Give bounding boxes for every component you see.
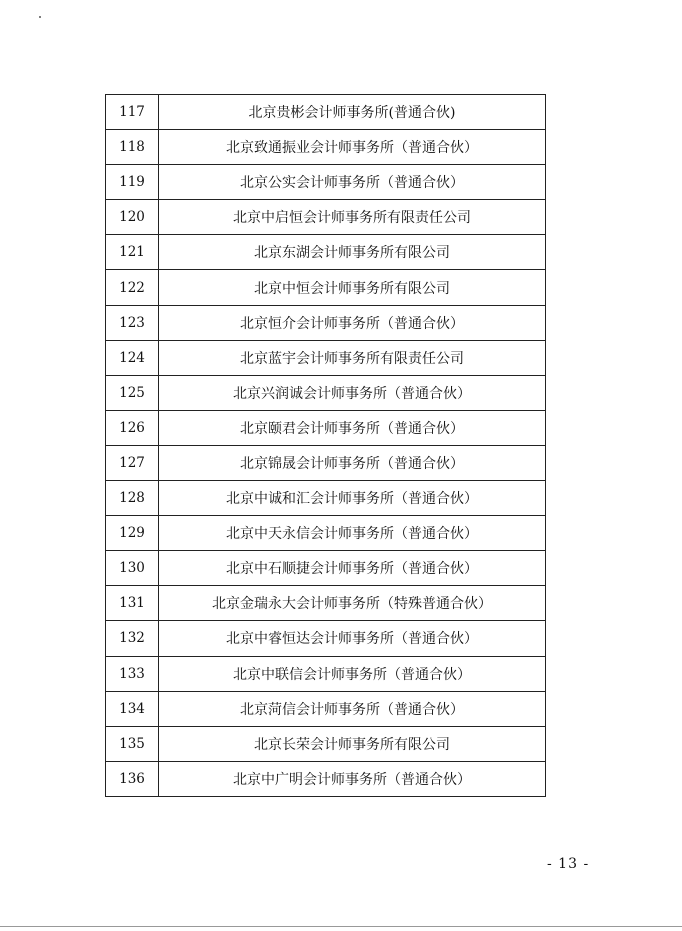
table-row xyxy=(106,270,546,305)
firm-name: 北京中诚和汇会计师事务所（普通合伙） xyxy=(159,481,546,516)
table-row xyxy=(106,621,546,656)
row-number: 130 xyxy=(106,551,159,586)
table-row xyxy=(106,761,546,796)
firm-name: 北京中睿恒达会计师事务所（普通合伙） xyxy=(159,621,546,656)
row-number: 118 xyxy=(106,130,159,165)
row-number: 134 xyxy=(106,691,159,726)
row-number: 135 xyxy=(106,726,159,761)
firm-name: 北京金瑞永大会计师事务所（特殊普通合伙） xyxy=(159,586,546,621)
row-number: 133 xyxy=(106,656,159,691)
firm-name: 北京中广明会计师事务所（普通合伙） xyxy=(159,761,546,796)
firm-name: 北京菏信会计师事务所（普通合伙） xyxy=(159,691,546,726)
row-number: 121 xyxy=(106,235,159,270)
firm-name: 北京中启恒会计师事务所有限责任公司 xyxy=(159,200,546,235)
firm-name: 北京锦晟会计师事务所（普通合伙） xyxy=(159,445,546,480)
table-row xyxy=(106,340,546,375)
firm-name: 北京中恒会计师事务所有限公司 xyxy=(159,270,546,305)
table-row xyxy=(106,516,546,551)
scan-speck xyxy=(39,16,41,18)
row-number: 129 xyxy=(106,516,159,551)
row-number: 132 xyxy=(106,621,159,656)
row-number: 122 xyxy=(106,270,159,305)
firm-name: 北京东湖会计师事务所有限公司 xyxy=(159,235,546,270)
firm-name: 北京颐君会计师事务所（普通合伙） xyxy=(159,410,546,445)
table-row xyxy=(106,726,546,761)
row-number: 124 xyxy=(106,340,159,375)
page-number: - 13 - xyxy=(547,856,590,872)
firm-name: 北京兴润诚会计师事务所（普通合伙） xyxy=(159,375,546,410)
firm-name: 北京贵彬会计师事务所(普通合伙) xyxy=(159,95,546,130)
row-number: 125 xyxy=(106,375,159,410)
table-row xyxy=(106,481,546,516)
firm-name: 北京恒介会计师事务所（普通合伙） xyxy=(159,305,546,340)
page-bottom-edge xyxy=(0,926,682,927)
table-row xyxy=(106,445,546,480)
firm-name: 北京中联信会计师事务所（普通合伙） xyxy=(159,656,546,691)
table-row xyxy=(106,656,546,691)
row-number: 123 xyxy=(106,305,159,340)
firm-name: 北京公实会计师事务所（普通合伙） xyxy=(159,165,546,200)
firm-name: 北京蓝宇会计师事务所有限责任公司 xyxy=(159,340,546,375)
table-row xyxy=(106,95,546,130)
table-row xyxy=(106,305,546,340)
table-row xyxy=(106,691,546,726)
firm-list-body xyxy=(106,95,546,797)
row-number: 136 xyxy=(106,761,159,796)
firm-name: 北京中石顺捷会计师事务所（普通合伙） xyxy=(159,551,546,586)
table-row xyxy=(106,165,546,200)
table-row xyxy=(106,375,546,410)
table-row xyxy=(106,130,546,165)
table-row xyxy=(106,200,546,235)
firm-list-table xyxy=(105,94,546,797)
row-number: 120 xyxy=(106,200,159,235)
firm-name: 北京长荣会计师事务所有限公司 xyxy=(159,726,546,761)
table-row xyxy=(106,410,546,445)
firm-name: 北京致通振业会计师事务所（普通合伙） xyxy=(159,130,546,165)
row-number: 128 xyxy=(106,481,159,516)
row-number: 127 xyxy=(106,445,159,480)
table-row xyxy=(106,551,546,586)
row-number: 131 xyxy=(106,586,159,621)
row-number: 117 xyxy=(106,95,159,130)
table-row xyxy=(106,586,546,621)
firm-name: 北京中天永信会计师事务所（普通合伙） xyxy=(159,516,546,551)
table-row xyxy=(106,235,546,270)
row-number: 126 xyxy=(106,410,159,445)
row-number: 119 xyxy=(106,165,159,200)
